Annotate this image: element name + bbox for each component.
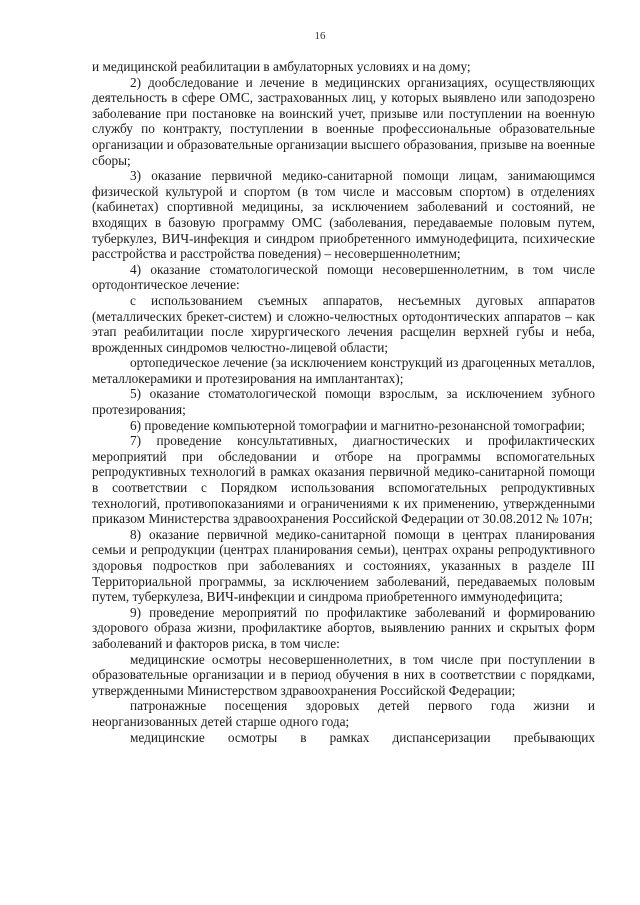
paragraph-item-9-dispensary-exams: медицинские осмотры в рамках диспансеризации пребывающих	[130, 729, 595, 745]
paragraph-item-9: 9) проведение мероприятий по профилактике заболеваний и формированию здорового образа жизни, профилактике абортов, выявлению ранних и скрытых форм заболеваний и факторов риска, в том числе:	[92, 604, 595, 651]
paragraph-item-3: 3) оказание первичной медико-санитарной помощи лицам, занимающимся физической культурой и спортом (в том числе и массовым спортом) в отделениях (кабинетах) спортивной медицины, за исключением заболеваний и состояний, не входящих в базовую программу ОМС (заболевания, передаваемые половым путем, туберкулез, ВИЧ-инфекция и синдром приобретенного иммунодефицита, психические расстройства и расстройства поведения) – несовершеннолетним;	[92, 168, 595, 262]
paragraph-item-4-removable-appliances: с использованием съемных аппаратов, несъемных дуговых аппаратов (металлических брекет-систем) и сложно-челюстных ортодонтических аппаратов – как этап реабилитации после хирургического лечения расщелин верхней губы и неба, врожденных синдромов челюстно-лицевой области;	[92, 292, 595, 355]
paragraph-item-6: 6) проведение компьютерной томографии и магнитно-резонансной томографии;	[130, 417, 586, 433]
paragraph-item-7: 7) проведение консультативных, диагностических и профилактических мероприятий при обследовании и отборе на программы вспомогательных репродуктивных технологий в рамках оказания первичной медико-санитарной помощи в соответствии с Порядком использования вспомогательных репродуктивных технологий, противопоказаниями и ограничениями к их применению, утвержденными приказом Министерства здравоохранения Российской Федерации от 30.08.2012 № 107н;	[92, 433, 595, 527]
paragraph-item-2: 2) дообследование и лечение в медицинских организациях, осуществляющих деятельность в сфере ОМС, застрахованных лиц, у которых выявлено или заподозрено заболевание при постановке на воинский учет, призыве или поступлении на военную службу по контракту, поступлении в военные профессиональные образовательные организации и образовательные организации высшего образования, призыве на военные сборы;	[92, 74, 595, 168]
page-number: 16	[314, 30, 326, 42]
paragraph-item-9-minor-exams: медицинские осмотры несовершеннолетних, в том числе при поступлении в образовательные организации и в период обучения в них в соответствии с порядками, утвержденными Министерством здравоохранения Российской Федерации;	[92, 651, 595, 698]
paragraph-item-8: 8) оказание первичной медико-санитарной помощи в центрах планирования семьи и репродукции (центрах планирования семьи), центрах охраны репродуктивного здоровья подростков при заболеваниях и состояниях, указанных в разделе III Территориальной программы, за исключением заболеваний, передаваемых половым путем, туберкулеза, ВИЧ-инфекции и синдрома приобретенного иммунодефицита;	[92, 526, 595, 605]
paragraph-item-4-orthopedic: ортопедическое лечение (за исключением конструкций из драгоценных металлов, металлокерамики и протезирования на имплантантах);	[92, 355, 595, 386]
paragraph-item-9-patronage: патронажные посещения здоровых детей первого года жизни и неорганизованных детей старше одного года;	[92, 698, 595, 729]
paragraph-continuation: и медицинской реабилитации в амбулаторных условиях и на дому;	[92, 59, 471, 74]
document-text	[92, 59, 595, 745]
paragraph-item-5: 5) оказание стоматологической помощи взрослым, за исключением зубного протезирования;	[92, 386, 595, 418]
paragraph-item-4: 4) оказание стоматологической помощи несовершеннолетним, в том числе ортодонтическое лечение:	[92, 261, 595, 293]
